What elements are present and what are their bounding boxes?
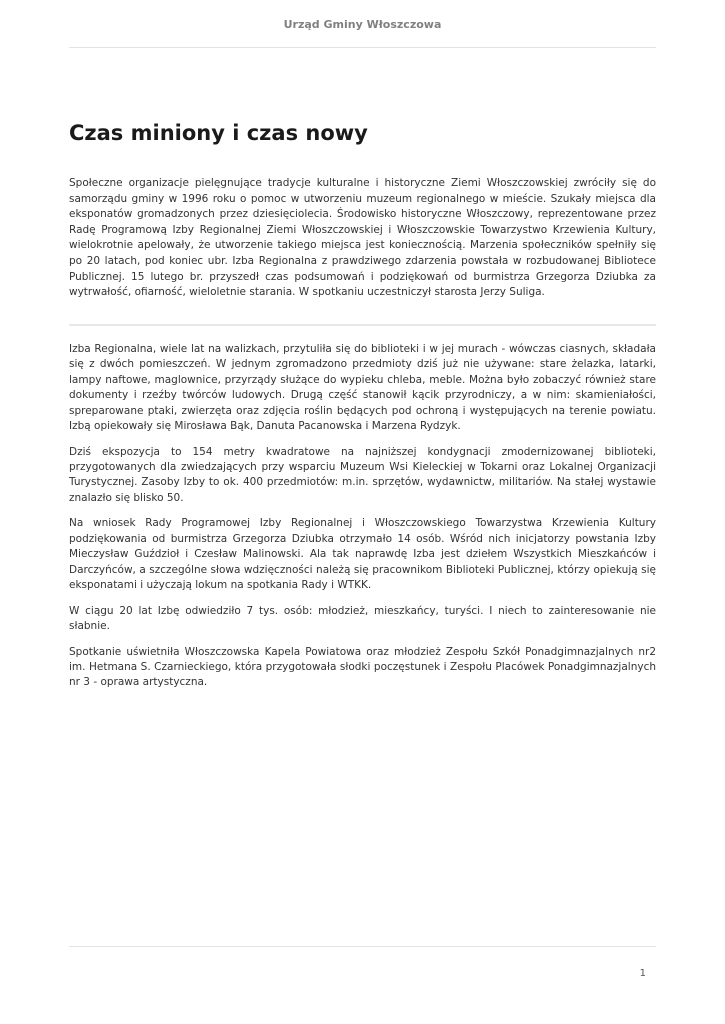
page-number: 1 (639, 968, 646, 979)
body-paragraph: Dziś ekspozycja to 154 metry kwadratowe na najniższej kondygnacji zmodernizowanej biblioteki, przygotowanych dla zwiedzających przy wsparciu Muzeum Wsi Kieleckiej w Tokarni oraz Lokalnej Organizacji Turystycznej. Zasoby Izby to ok. 400 przedmiotów: m.in. sprzętów, wydawnictw, militariów. Na stałej wystawie znalazło się blisko 50. (69, 445, 656, 504)
header-divider (69, 47, 656, 48)
page-header: Urząd Gminy Włoszczowa (283, 18, 442, 31)
body-paragraph: Na wniosek Rady Programowej Izby Regionalnej i Włoszczowskiego Towarzystwa Krzewienia Kultury podziękowania od burmistrza Grzegorza Dziubka otrzymało 14 osób. Wśród nich inicjatorzy powstania Izby Mieczysław Guździoł i Czesław Malinowski. Ala tak naprawdę Izba jest dziełem Wszystkich Mieszkańców i Darczyńców, a szczególne słowa wdzięczności należą się pracownikom Biblioteki Publicznej, którzy opiekują się eksponatami i użyczają lokum na spotkania Rady i WTKK. (69, 517, 656, 592)
footer-divider (69, 946, 656, 947)
body-paragraph: Spotkanie uświetniła Włoszczowska Kapela Powiatowa oraz młodzież Zespołu Szkół Ponadgimnazjalnych nr2 im. Hetmana S. Czarnieckiego, która przygotowała słodki poczęstunek i Zespołu Placówek Ponadgimnazjalnych nr 3 - oprawa artystyczna. (69, 645, 656, 689)
article-body (69, 342, 656, 701)
body-paragraph: Izba Regionalna, wiele lat na walizkach, przytuliła się do biblioteki i w jej murach - wówczas ciasnych, składała się z dwóch pomieszczeń. W jednym zgromadzono przedmioty dziś już nie używane: stare żelazka, latarki, lampy naftowe, maglownice, przyrządy służące do wypieku chleba, meble. Można było zobaczyć również stare dokumenty i rzeźby twórców ludowych. Drugą część stanowił kącik przyrodniczy, a w nim: skamieniałości, spreparowane ptaki, zwierzęta oraz zdjęcia roślin będących pod ochroną i występujących na terenie powiatu. Izbą opiekowały się Mirosława Bąk, Danuta Pacanowska i Marzena Rydzyk. (69, 343, 656, 433)
article-lead: Społeczne organizacje pielęgnujące tradycje kulturalne i historyczne Ziemi Włoszczowskiej zwróciły się do samorządu gminy w 1996 roku o pomoc w utworzeniu muzeum regionalnego w mieście. Szukały miejsca dla eksponatów gromadzonych przez dziesięciolecia. Środowisko historyczne Włoszczowy, reprezentowane przez Radę Programową Izby Regionalnej Ziemi Włoszczowskiej i Włoszczowskie Towarzystwo Krzewienia Kultury, wielokrotnie apelowały, że utworzenie takiego miejsca jest koniecznością. Marzenia społeczników spełniły się po 20 latach, pod koniec ubr. Izba Regionalna z prawdziwego zdarzenia powstała w rozbudowanej Bibliotece Publicznej. 15 lutego br. przyszedł czas podsumowań i podziękowań od burmistrza Grzegorza Dziubka za wytrwałość, ofiarność, wieloletnie starania. W spotkaniu uczestniczył starosta Jerzy Suliga. (69, 177, 656, 299)
body-paragraph: W ciągu 20 lat Izbę odwiedziło 7 tys. osób: młodzież, mieszkańcy, turyści. I niech to zainteresowanie nie słabnie. (69, 604, 656, 633)
article-title: Czas miniony i czas nowy (69, 121, 368, 145)
section-divider (69, 324, 656, 326)
